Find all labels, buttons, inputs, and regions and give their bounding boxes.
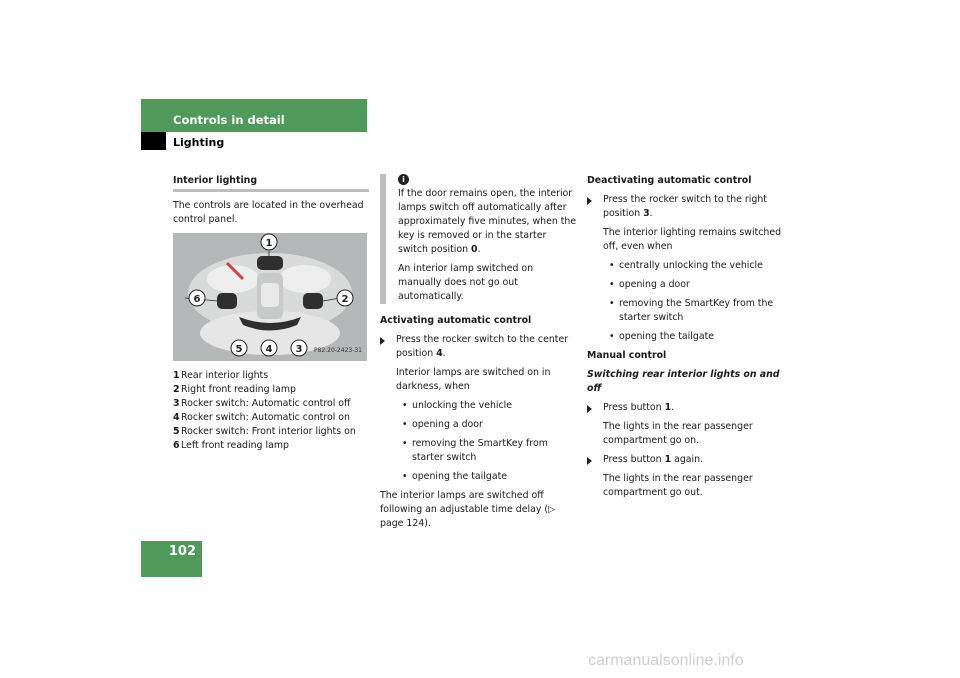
- overhead-panel-photo: [173, 233, 367, 361]
- info-icon: i: [398, 174, 409, 185]
- callout-3: 3: [295, 344, 303, 355]
- watermark: carmanualsonline.info: [588, 652, 744, 669]
- legend-item: 5Rocker switch: Front interior lights on: [173, 426, 356, 437]
- callout-2: 2: [341, 294, 349, 305]
- legend-item: 4Rocker switch: Automatic control on: [173, 412, 350, 423]
- activating-heading: Activating automatic control: [380, 315, 532, 326]
- list-item: • opening the tailgate: [402, 471, 508, 482]
- list-item: • opening a door: [609, 279, 690, 290]
- lights-on-text: The lights in the rear passenger compartment go on.: [603, 421, 753, 446]
- activating-step: Press the rocker switch to the center position 4.: [380, 333, 578, 361]
- list-item: • opening a door: [402, 419, 483, 430]
- callout-1: 1: [265, 238, 273, 249]
- manual-control-heading: Manual control: [587, 350, 667, 361]
- callout-4: 4: [265, 344, 273, 355]
- deactivating-step: Press the rocker switch to the right position 3.: [587, 193, 782, 221]
- closing-text: The interior lamps are switched off following an adjustable time delay (▷ page 124).: [380, 490, 556, 529]
- legend-item: 6Left front reading lamp: [173, 440, 289, 451]
- column-2: [380, 174, 578, 536]
- activating-result: Interior lamps are switched on in darkness, when: [396, 367, 551, 392]
- callout-5: 5: [235, 344, 243, 355]
- interior-lighting-heading: Interior lighting: [173, 174, 369, 192]
- section-title: Controls in detail: [173, 113, 285, 127]
- list-item: • removing the SmartKey from the starter switch: [609, 298, 774, 323]
- header-marker: [141, 132, 166, 150]
- list-item: • unlocking the vehicle: [402, 400, 513, 411]
- subsection-title: Lighting: [173, 136, 225, 149]
- press-button-step: Press button 1.: [587, 401, 782, 415]
- deactivating-heading: Deactivating automatic control: [587, 175, 752, 186]
- legend-item: 1Rear interior lights: [173, 370, 269, 381]
- lights-out-text: The lights in the rear passenger compartment go out.: [603, 473, 753, 498]
- list-item: • opening the tailgate: [609, 331, 715, 342]
- info-note: [380, 174, 578, 304]
- switching-heading: Switching rear interior lights on and off: [587, 369, 780, 394]
- deactivating-result: The interior lighting remains switched off, even when: [603, 227, 782, 252]
- page-number: 102: [168, 544, 196, 559]
- figure-code: P82.20-2423-31: [313, 347, 362, 354]
- list-item: • removing the SmartKey from starter switch: [402, 438, 548, 463]
- list-item: • centrally unlocking the vehicle: [609, 260, 763, 271]
- intro-text: The controls are located in the overhead control panel.: [173, 200, 364, 225]
- column-3: [587, 174, 782, 505]
- info-text-1: If the door remains open, the interior lamps switch off automatically after approximately five minutes, when the key is removed or in the starter switch position 0.: [398, 188, 577, 255]
- legend-item: 3Rocker switch: Automatic control off: [173, 398, 351, 409]
- legend-item: 2Right front reading lamp: [173, 384, 296, 395]
- figure-legend: [173, 369, 369, 453]
- press-button-again-step: Press button 1 again.: [587, 453, 782, 467]
- column-1: [173, 174, 369, 453]
- overhead-panel-illustration: [173, 233, 367, 361]
- callout-6: 6: [193, 294, 201, 305]
- info-text-2: An interior lamp switched on manually does not go out automatically.: [398, 263, 534, 302]
